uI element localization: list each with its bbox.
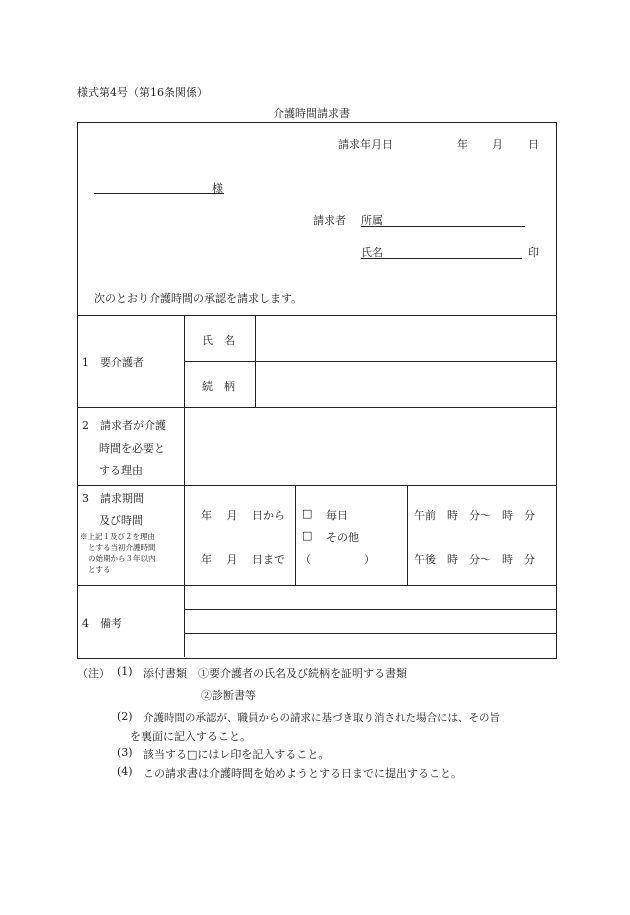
reason-field[interactable] bbox=[186, 409, 554, 484]
row-divider bbox=[77, 407, 557, 408]
section4-label: 4 備考 bbox=[82, 617, 122, 630]
other-checkbox[interactable]: □ bbox=[302, 529, 313, 542]
requester-name-field[interactable] bbox=[361, 258, 522, 259]
section2-label-line2: 時間を必要と bbox=[99, 442, 165, 455]
note1-sub: ②診断書等 bbox=[201, 689, 256, 702]
note2-line2: を裏面に記入すること。 bbox=[130, 730, 251, 743]
addressee-suffix: 様 bbox=[212, 182, 223, 195]
col-divider bbox=[184, 315, 185, 657]
section3-note-line2: とする当初介護時間 bbox=[88, 543, 156, 552]
name-label: 氏名 bbox=[361, 246, 383, 259]
note1-text: 添付書類 ①要介護者の氏名及び続柄を証明する書類 bbox=[143, 667, 407, 680]
section3-label-line1: 3 請求期間 bbox=[82, 492, 144, 505]
section1-label: 1 要介護者 bbox=[82, 356, 144, 369]
row-divider bbox=[77, 585, 557, 586]
note2-number: (2) bbox=[117, 710, 133, 723]
care-recipient-name-label: 氏 名 bbox=[202, 334, 235, 347]
col-divider bbox=[255, 315, 256, 407]
notes-prefix: （注） bbox=[77, 667, 110, 680]
col-divider bbox=[295, 485, 296, 585]
other-paren-open: （ bbox=[300, 553, 311, 566]
section3-note-line1: ※上記１及び２を理由 bbox=[80, 532, 155, 541]
seal-mark: 印 bbox=[528, 246, 539, 259]
request-statement: 次のとおり介護時間の承認を請求します。 bbox=[94, 292, 303, 305]
affiliation-label: 所属 bbox=[361, 214, 383, 227]
addressee-field[interactable] bbox=[94, 193, 224, 194]
daily-label: 毎日 bbox=[326, 509, 348, 522]
row-divider bbox=[77, 315, 557, 316]
other-paren-close: ） bbox=[364, 553, 375, 566]
care-recipient-name-field[interactable] bbox=[257, 317, 554, 360]
section3-note-line4: とする bbox=[88, 565, 111, 574]
year-label: 年 bbox=[457, 138, 468, 151]
remarks-field[interactable] bbox=[186, 587, 554, 655]
note3-text: 該当する□にはレ印を記入すること。 bbox=[143, 748, 330, 761]
requester-label: 請求者 bbox=[313, 214, 346, 227]
section2-label-line3: する理由 bbox=[99, 464, 143, 477]
note2-line1: 介護時間の承認が、職員からの請求に基づき取り消された場合には、その旨 bbox=[143, 712, 500, 724]
col-divider bbox=[407, 485, 408, 585]
note3-number: (3) bbox=[117, 746, 133, 759]
date-label: 請求年月日 bbox=[338, 138, 393, 151]
page-title: 介護時間請求書 bbox=[273, 107, 350, 120]
period-to-date[interactable]: 年 月 日まで bbox=[201, 553, 285, 566]
section3-label-line2: 及び時間 bbox=[99, 514, 143, 527]
month-label: 月 bbox=[492, 138, 503, 151]
pm-time-range[interactable]: 午後 時 分～ 時 分 bbox=[414, 553, 535, 566]
care-recipient-relation-field[interactable] bbox=[257, 363, 554, 406]
section3-note-line3: の始期から３年以内 bbox=[88, 554, 156, 563]
section2-label-line1: 2 請求者が介護 bbox=[82, 419, 166, 432]
other-label: その他 bbox=[326, 531, 359, 544]
note4-text: この請求書は介護時間を始めようとする日までに提出すること。 bbox=[143, 767, 462, 780]
row-divider bbox=[184, 361, 557, 362]
row-divider bbox=[77, 485, 557, 486]
care-recipient-relation-label: 続 柄 bbox=[202, 380, 235, 393]
daily-checkbox[interactable]: □ bbox=[302, 507, 313, 520]
day-label: 日 bbox=[528, 138, 539, 151]
affiliation-field[interactable] bbox=[361, 226, 525, 227]
note4-number: (4) bbox=[117, 765, 133, 778]
am-time-range[interactable]: 午前 時 分～ 時 分 bbox=[414, 509, 535, 522]
period-from-date[interactable]: 年 月 日から bbox=[201, 509, 285, 522]
form-number: 様式第4号（第16条関係） bbox=[77, 86, 208, 99]
note1-number: (1) bbox=[117, 665, 133, 678]
